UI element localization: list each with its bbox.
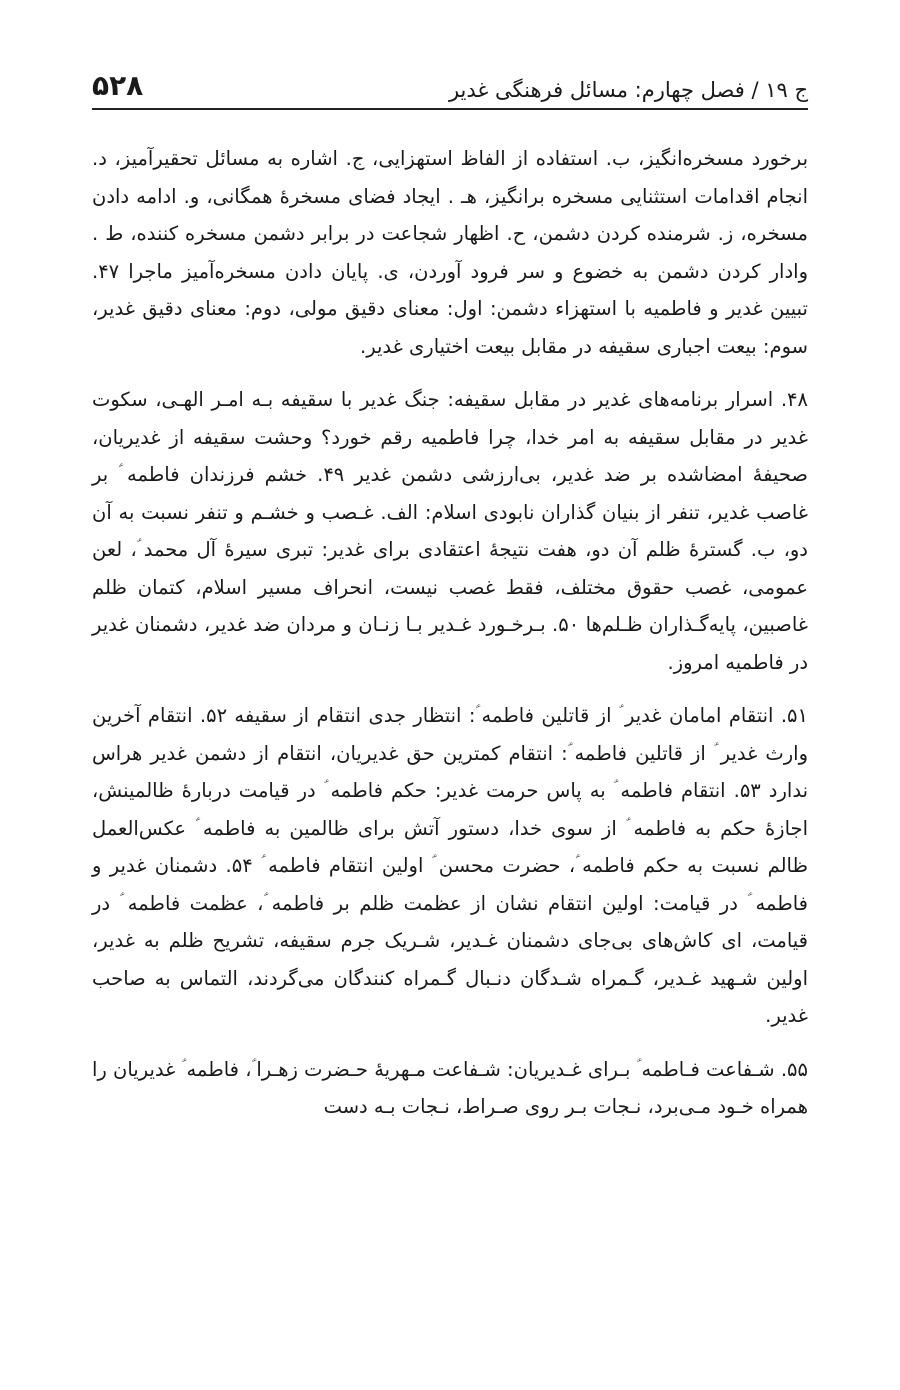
page-number: ۵۲۸ [92, 69, 144, 102]
paragraph-4: ۵۵. شـفاعت فـاطمه ؑ بـرای غـدیریان: شـفاعت مـهریۀ حـضرت زهـرا ؑ، فاطمه ؑ غدیریان را همراه خـود مـی‌برد، نـجات بـر روی صـراط، نـجات بـه دست [92, 1057, 808, 1118]
paragraph-1: برخورد مسخره‌انگیز، ب. استفاده از الفاظ استهزایی، ج. اشاره به مسائل تحقیرآمیز، د. انجام اقدامات استثنایی مسخره برانگیز، هـ . ایجاد فضای مسخرۀ همگانی، و. ادامه دادن مسخره، ز. شرمنده کردن دشمن، ح. اظهار شجاعت در برابر دشمن مسخره کننده، ط . وادار کردن دشمن به خضوع و سر فرود آوردن، ی. پایان دادن مسخره‌آمیز ماجرا ۴۷. تبیین غدیر و فاطمیه با استهزاء دشمن: اول: معنای دقیق مولی، دوم: معنای دقیق غدیر، سوم: بیعت اجباری سقیفه در مقابل بیعت اختیاری غدیر. [92, 147, 808, 358]
page-header [92, 62, 808, 110]
running-head: ج ۱۹ / فصل چهارم: مسائل فرهنگی غدیر [448, 78, 808, 102]
paragraph-3: ۵۱. انتقام امامان غدیر ؑ از قاتلین فاطمه ؑ: انتظار جدی انتقام از سقیفه ۵۲. انتقام آخرین وارث غدیر ؑ از قاتلین فاطمه ؑ: انتقام کمترین حق غدیریان، انتقام از دشمن غدیر هراس ندارد ۵۳. انتقام فاطمه ؑ به پاس حرمت غدیر: حکم فاطمه ؑ در قیامت دربارۀ ظالمینش، اجازۀ حکم به فاطمه ؑ از سوی خدا، دستور آتش برای ظالمین به فاطمه ؑ عکس‌العمل ظالم نسبت به حکم فاطمه ؑ، حضرت محسن ؑ اولین انتقام فاطمه ؑ ۵۴. دشمنان غدیر و فاطمه ؑ در قیامت: اولین انتقام نشان از عظمت ظلم بر فاطمه ؑ، عظمت فاطمه ؑ در قیامت، ای کاش‌های بی‌جای دشمنان غـدیر، شـریک جرم سقیفه، تشریح ظلم به غدیر، اولین شـهید غـدیر، گـمراه شـدگان دنـبال گـمراه کنندگان می‌گردند، التماس به صاحب غدیر. [92, 704, 808, 1027]
page-body [92, 140, 808, 1142]
paragraph-2: ۴۸. اسرار برنامه‌های غدیر در مقابل سقیفه: جنگ غدیر با سقیفه بـه امـر الهـی، سکوت غدیر در مقابل سقیفه به امر خدا، چرا فاطمیه رقم خورد؟ وحشت سقیفه از غدیریان، صحیفۀ امضاشده بر ضد غدیر، بی‌ارزشی دشمن غدیر ۴۹. خشم فرزندان فاطمه ؑ بر غاصب غدیر، تنفر از بنیان گذاران نابودی اسلام: الف. غـصب و خشـم و تنفر نسبت به آن دو، ب. گسترۀ ظلم آن دو، هفت نتیجۀ اعتقادی برای غدیر: تبری سیرۀ آل محمد ؑ، لعن عمومی، غصب حقوق مختلف، فقط غصب نیست، انحراف مسیر اسلام، کتمان ظلم غاصبین، پایه‌گـذاران ظـلم‌ها ۵۰. بـرخـورد غـدیر بـا زنـان و مردان ضد غدیر، دشمنان غدیر در فاطمیه امروز. [92, 388, 808, 674]
